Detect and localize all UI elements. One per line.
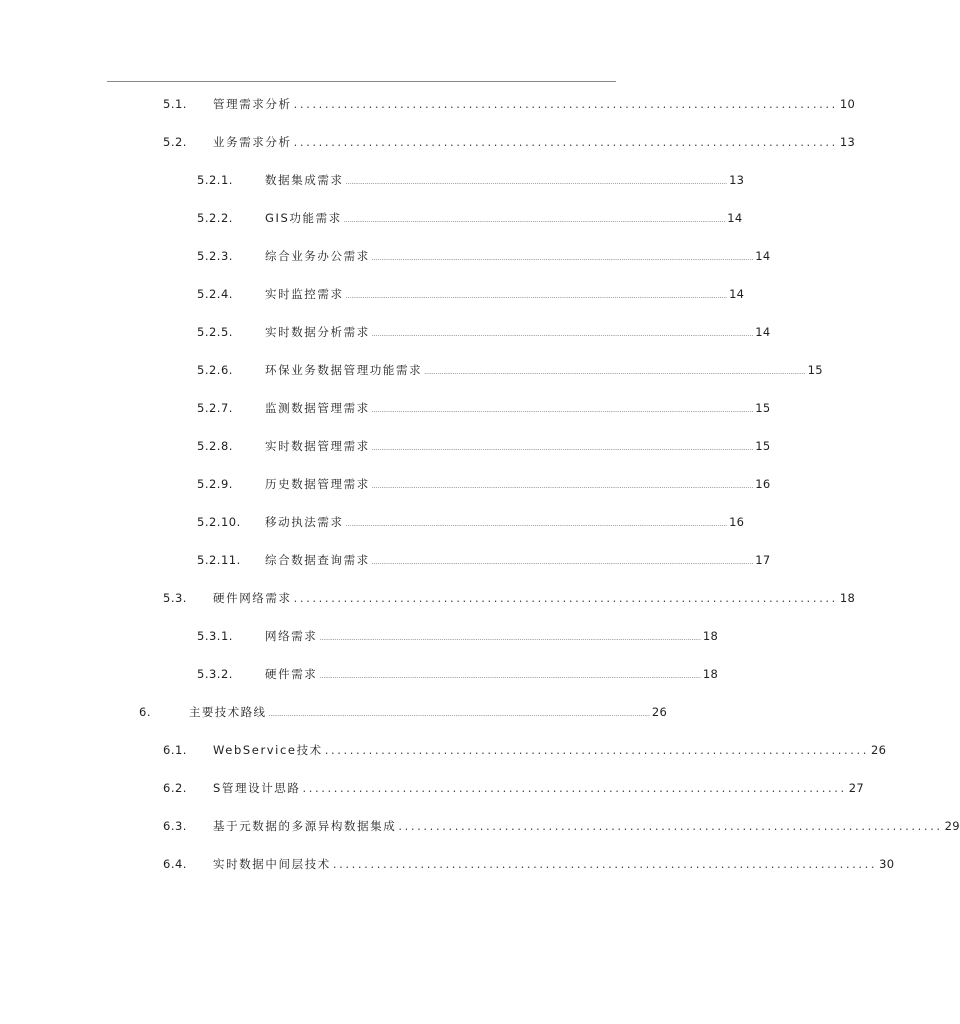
toc-dot-leader: ....................................................................................... (332, 857, 878, 871)
toc-entry-page: 27 (848, 781, 864, 795)
toc-entry[interactable] (197, 170, 745, 190)
toc-entry[interactable] (197, 626, 719, 646)
toc-entry-number: 5.2.5. (197, 325, 233, 339)
toc-entry-title: 基于元数据的多源异构数据集成 (213, 819, 397, 833)
toc-entry[interactable] (163, 588, 856, 608)
toc-dot-leader: ........................................................................................................................................................................................................ (345, 179, 728, 186)
toc-dot-leader: ........................................................................................................................................................................................................ (424, 369, 806, 376)
toc-entry-number: 5.2.10. (197, 515, 241, 529)
toc-entry[interactable] (197, 322, 771, 342)
toc-entry-title: 硬件需求 (265, 667, 318, 681)
toc-entry-title: 监测数据管理需求 (265, 401, 370, 415)
toc-entry-page: 18 (702, 629, 719, 643)
toc-entry-page: 15 (807, 363, 823, 377)
toc-dot-leader: ........................................................................................................................................................................................................ (371, 559, 754, 566)
toc-entry[interactable] (163, 740, 887, 760)
toc-entry-number: 6. (139, 705, 151, 719)
toc-entry-page: 13 (729, 173, 745, 187)
toc-entry-page: 16 (729, 515, 745, 529)
toc-dot-leader: ........................................................................................................................................................................................................ (319, 635, 701, 642)
toc-entry[interactable] (197, 208, 743, 228)
toc-dot-leader: ........................................................................................................................................................................................................ (345, 293, 728, 300)
toc-dot-leader: ....................................................................................... (324, 743, 870, 757)
toc-entry-number: 6.1. (163, 743, 187, 757)
toc-entry-title: S管理设计思路 (213, 781, 301, 795)
toc-entry[interactable] (197, 360, 823, 380)
toc-entry-number: 5.2.8. (197, 439, 233, 453)
toc-entry-page: 10 (839, 97, 856, 111)
toc-entry[interactable] (163, 854, 895, 874)
toc-entry[interactable] (163, 132, 856, 152)
toc-dot-leader: ........................................................................................................................................................................................................ (371, 483, 754, 490)
toc-entry[interactable] (197, 474, 771, 494)
toc-dot-leader: ....................................................................................... (398, 819, 943, 833)
toc-entry-number: 5.2. (163, 135, 187, 149)
toc-entry-number: 5.2.6. (197, 363, 233, 377)
toc-entry-number: 5.2.4. (197, 287, 233, 301)
toc-dot-leader: ........................................................................................................................................................................................................ (371, 255, 754, 262)
toc-entry-number: 5.3.2. (197, 667, 233, 681)
toc-entry[interactable] (197, 664, 719, 684)
toc-entry-number: 5.2.7. (197, 401, 233, 415)
toc-dot-leader: ........................................................................................................................................................................................................ (343, 217, 726, 224)
toc-entry-page: 26 (871, 743, 887, 757)
toc-entry-title: 移动执法需求 (265, 515, 344, 529)
toc-dot-leader: ........................................................................................................................................................................................................ (345, 521, 728, 528)
toc-entry-title: 实时监控需求 (265, 287, 344, 301)
toc-entry-page: 26 (651, 705, 668, 719)
toc-entry-page: 14 (727, 211, 743, 225)
toc-entry-title: 实时数据中间层技术 (213, 857, 331, 871)
toc-entry-title: 实时数据分析需求 (265, 325, 370, 339)
toc-dot-leader: ....................................................................................... (302, 781, 847, 795)
toc-entry-title: 综合业务办公需求 (265, 249, 370, 263)
toc-entry-title: WebService技术 (213, 743, 323, 757)
toc-entry-page: 30 (879, 857, 895, 871)
toc-entry-number: 5.2.9. (197, 477, 233, 491)
toc-entry[interactable] (197, 550, 771, 570)
toc-entry-page: 15 (755, 439, 771, 453)
toc-entry-number: 5.2.1. (197, 173, 233, 187)
toc-entry-page: 16 (755, 477, 771, 491)
toc-entry-title: 硬件网络需求 (213, 591, 292, 605)
toc-entry-page: 29 (944, 819, 960, 833)
toc-entry[interactable] (163, 816, 960, 836)
toc-entry-number: 5.2.3. (197, 249, 233, 263)
toc-dot-leader: ....................................................................................... (293, 591, 838, 605)
toc-entry[interactable] (197, 398, 771, 418)
toc-entry-number: 6.2. (163, 781, 187, 795)
toc-dot-leader: ....................................................................................... (293, 97, 838, 111)
toc-entry-title: 管理需求分析 (213, 97, 292, 111)
toc-dot-leader: ........................................................................................................................................................................................................ (371, 407, 754, 414)
toc-entry-title: 主要技术路线 (189, 705, 267, 719)
toc-entry-page: 14 (755, 325, 771, 339)
toc-entry-number: 6.4. (163, 857, 187, 871)
toc-entry-page: 17 (755, 553, 771, 567)
toc-entry-number: 5.2.2. (197, 211, 233, 225)
toc-dot-leader: ........................................................................................................................................................................................................ (268, 711, 650, 718)
header-rule (107, 81, 616, 82)
toc-entry-title: 环保业务数据管理功能需求 (265, 363, 423, 377)
toc-entry[interactable] (197, 436, 771, 456)
toc-entry-title: 网络需求 (265, 629, 318, 643)
toc-entry-title: 业务需求分析 (213, 135, 292, 149)
toc-entry-page: 13 (839, 135, 856, 149)
toc-entry-title: 综合数据查询需求 (265, 553, 370, 567)
toc-entry-page: 18 (702, 667, 719, 681)
toc-dot-leader: ........................................................................................................................................................................................................ (319, 673, 701, 680)
toc-dot-leader: ........................................................................................................................................................................................................ (371, 331, 754, 338)
toc-entry-title: GIS功能需求 (265, 211, 342, 225)
toc-entry[interactable] (163, 94, 856, 114)
toc-entry-number: 5.1. (163, 97, 187, 111)
toc-dot-leader: ........................................................................................................................................................................................................ (371, 445, 754, 452)
toc-entry-number: 5.3.1. (197, 629, 233, 643)
toc-entry-title: 历史数据管理需求 (265, 477, 370, 491)
toc-entry[interactable] (163, 778, 864, 798)
toc-entry-page: 18 (839, 591, 856, 605)
toc-entry[interactable] (139, 702, 668, 722)
toc-entry-title: 实时数据管理需求 (265, 439, 370, 453)
toc-entry[interactable] (197, 284, 745, 304)
toc-entry[interactable] (197, 512, 745, 532)
toc-entry-page: 14 (755, 249, 771, 263)
toc-entry-title: 数据集成需求 (265, 173, 344, 187)
toc-entry-page: 15 (755, 401, 771, 415)
toc-entry-page: 14 (729, 287, 745, 301)
toc-dot-leader: ....................................................................................... (293, 135, 838, 149)
toc-entry-number: 5.3. (163, 591, 187, 605)
toc-entry[interactable] (197, 246, 771, 266)
toc-entry-number: 5.2.11. (197, 553, 241, 567)
toc-entry-number: 6.3. (163, 819, 187, 833)
